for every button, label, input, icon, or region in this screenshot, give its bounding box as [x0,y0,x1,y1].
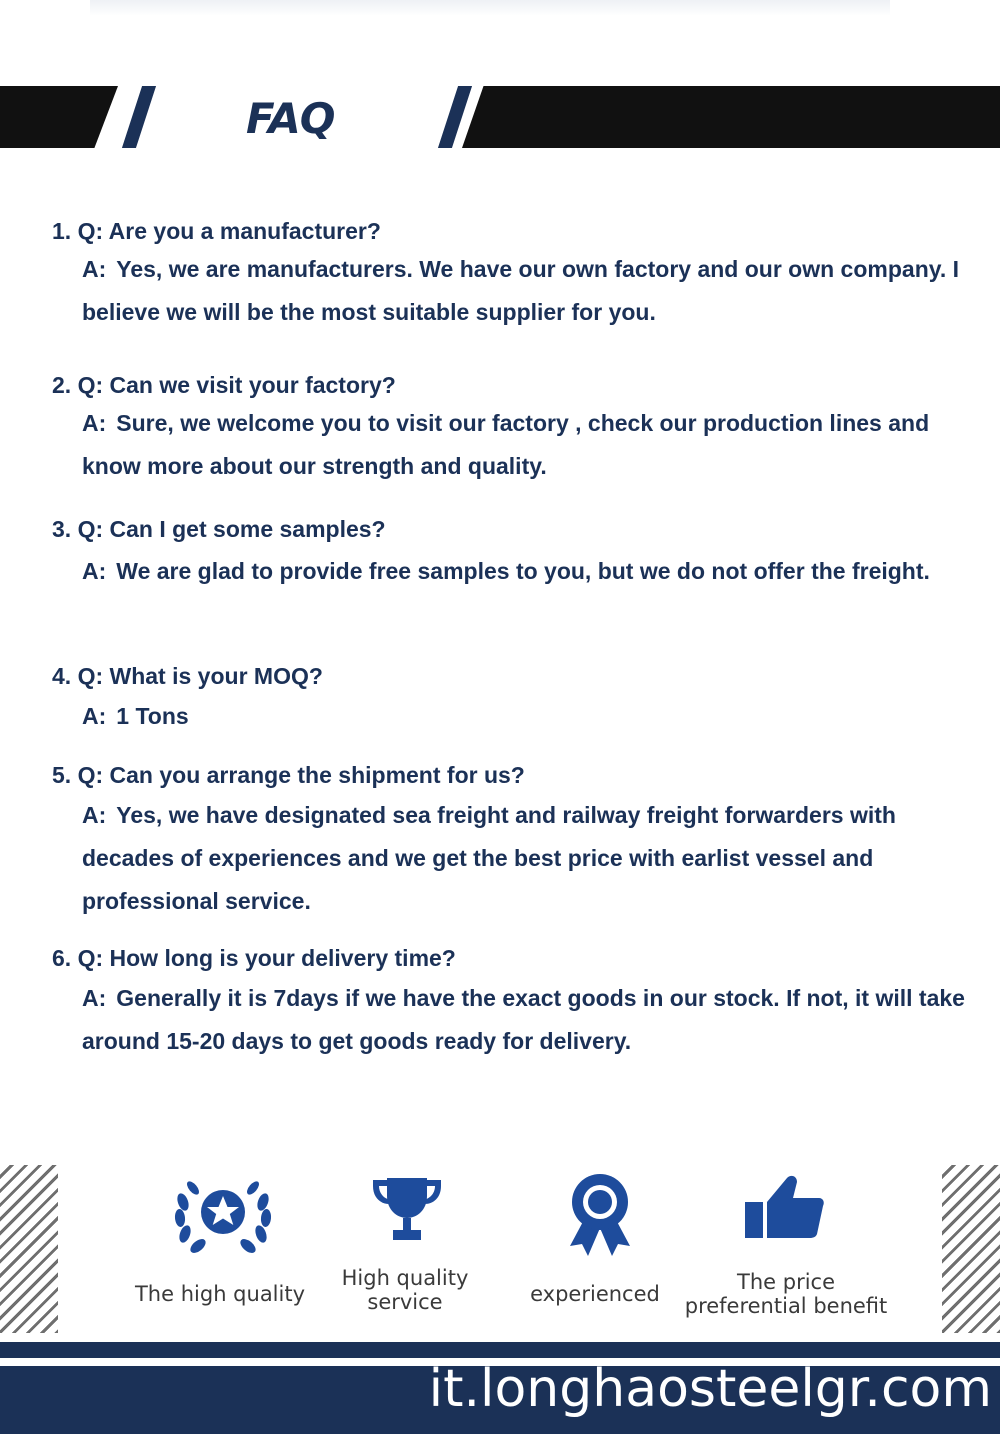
faq-answer [82,248,982,334]
answer-text: We are glad to provide free samples to you, but we do not offer the freight. [116,558,930,584]
decorative-stripes-left [0,1165,58,1333]
award-ribbon-icon [562,1172,638,1258]
answer-prefix: A: [82,985,107,1011]
header-band-right [462,86,1000,148]
decorative-stripes-right [942,1165,1000,1333]
answer-prefix: A: [82,410,107,436]
feature-label: The high quality [134,1282,306,1306]
page-title: FAQ [246,94,335,143]
thumbs-up-icon [743,1172,825,1242]
faq-question: 5. Q: Can you arrange the shipment for us? [52,762,525,788]
faq-item-4 [52,661,982,738]
answer-text: Yes, we are manufacturers. We have our own factory and our own company. I believe we will be the most suitable supplier for you. [82,256,959,325]
faq-question: 6. Q: How long is your delivery time? [52,945,456,971]
top-faded-strip [90,0,890,16]
feature-service [362,1172,452,1248]
feature-high-quality [168,1172,278,1256]
answer-prefix: A: [82,558,107,584]
faq-item-2 [52,370,982,488]
feature-label: The price preferential benefit [684,1270,888,1318]
feature-label: experienced [530,1282,660,1306]
footer-website-url: it.longhaosteelgr.com [428,1359,992,1419]
answer-text: Yes, we have designated sea freight and railway freight forwarders with decades of experiences and we get the best price with earlist vessel and professional service. [82,802,896,914]
faq-item-1 [52,216,982,334]
faq-question: 2. Q: Can we visit your factory? [52,372,396,398]
faq-answer [82,550,982,593]
answer-prefix: A: [82,256,107,282]
answer-text: Sure, we welcome you to visit our factory , check our production lines and know more about our strength and quality. [82,410,930,479]
answer-prefix: A: [82,802,107,828]
faq-question: 3. Q: Can I get some samples? [52,516,386,542]
faq-answer [82,695,982,738]
header-slash-left [122,86,156,148]
faq-item-3 [52,514,982,593]
feature-label: High quality service [341,1266,469,1314]
answer-prefix: A: [82,703,107,729]
feature-experienced [560,1172,640,1258]
answer-text: Generally it is 7days if we have the exact goods in our stock. If not, it will take around 15-20 days to get goods ready for delivery. [82,985,965,1054]
faq-answer [82,977,982,1063]
laurel-star-icon [171,1172,275,1256]
faq-answer [82,402,982,488]
trophy-icon [365,1172,449,1248]
answer-text: 1 Tons [116,703,189,729]
faq-question: 4. Q: What is your MOQ? [52,663,323,689]
faq-answer [82,794,982,923]
feature-price [742,1172,826,1242]
faq-question: 1. Q: Are you a manufacturer? [52,218,381,244]
faq-item-6 [52,943,982,1063]
faq-item-5 [52,760,982,923]
header-band-left [0,86,118,148]
